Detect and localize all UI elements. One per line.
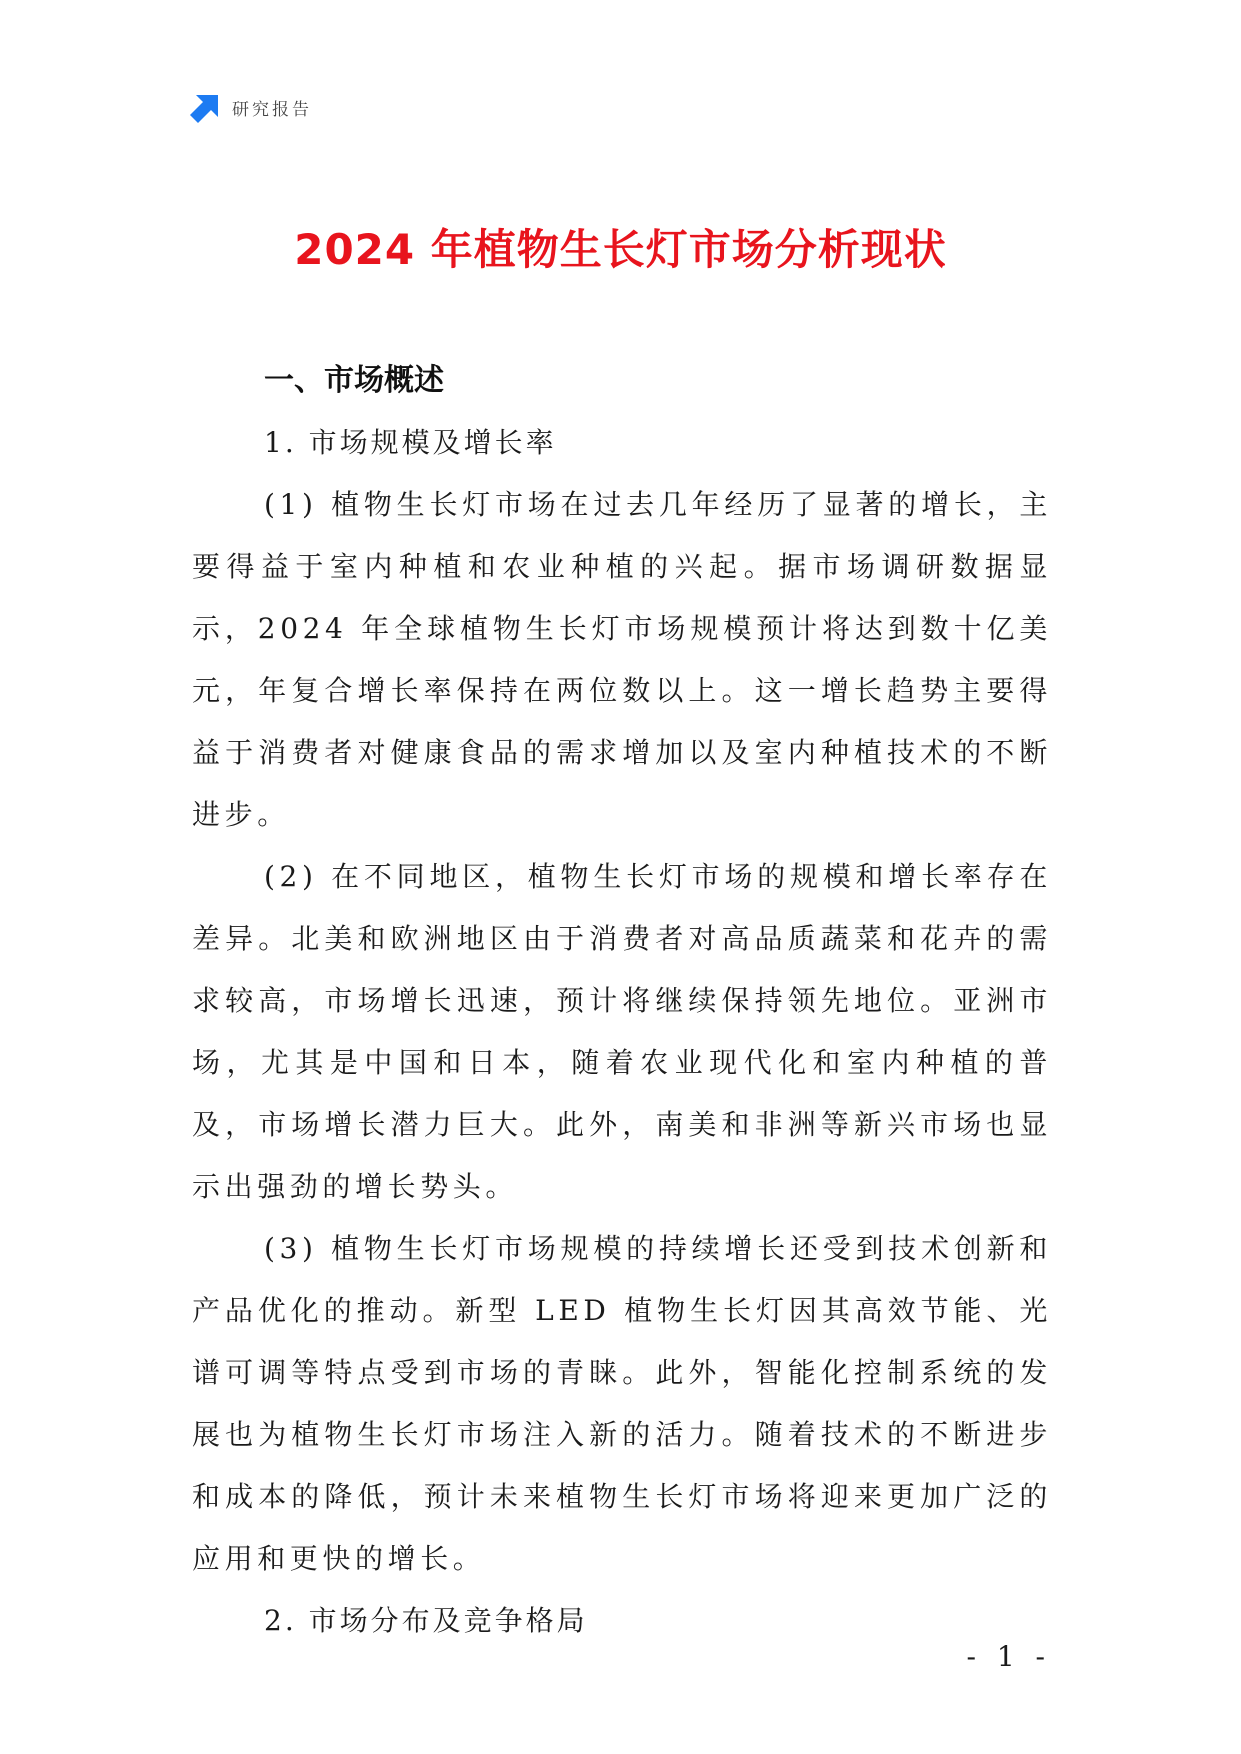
report-header	[190, 90, 312, 124]
document-body	[192, 350, 1052, 1652]
paragraph-3: (3) 植物生长灯市场规模的持续增长还受到技术创新和产品优化的推动。新型 LED 植物生长灯因其高效节能、光谱可调等特点受到市场的青睐。此外，智能化控制系统的发展也为植物生长灯市场注入新的活力。随着技术的不断进步和成本的降低，预计未来植物生长灯市场将迎来更加广泛的应用和更快的增长。	[192, 1232, 1052, 1575]
document-title: 2024 年植物生长灯市场分析现状	[294, 225, 947, 274]
paragraph-1: (1) 植物生长灯市场在过去几年经历了显著的增长，主要得益于室内种植和农业种植的兴起。据市场调研数据显示，2024 年全球植物生长灯市场规模预计将达到数十亿美元，年复合增长率保持在两位数以上。这一增长趋势主要得益于消费者对健康食品的需求增加以及室内种植技术的不断进步。	[192, 488, 1052, 831]
arrow-up-right-icon	[190, 91, 222, 123]
section-heading: 一、市场概述	[264, 363, 444, 398]
subsection-heading-market-distribution: 2. 市场分布及竞争格局	[264, 1604, 588, 1637]
subsection-heading-market-size: 1. 市场规模及增长率	[264, 426, 557, 459]
paragraph-2: (2) 在不同地区，植物生长灯市场的规模和增长率存在差异。北美和欧洲地区由于消费者对高品质蔬菜和花卉的需求较高，市场增长迅速，预计将继续保持领先地位。亚洲市场，尤其是中国和日本，随着农业现代化和室内种植的普及，市场增长潜力巨大。此外，南美和非洲等新兴市场也显示出强劲的增长势头。	[192, 860, 1052, 1203]
header-label: 研究报告	[232, 99, 312, 120]
page-number: - 1 -	[966, 1640, 1051, 1673]
